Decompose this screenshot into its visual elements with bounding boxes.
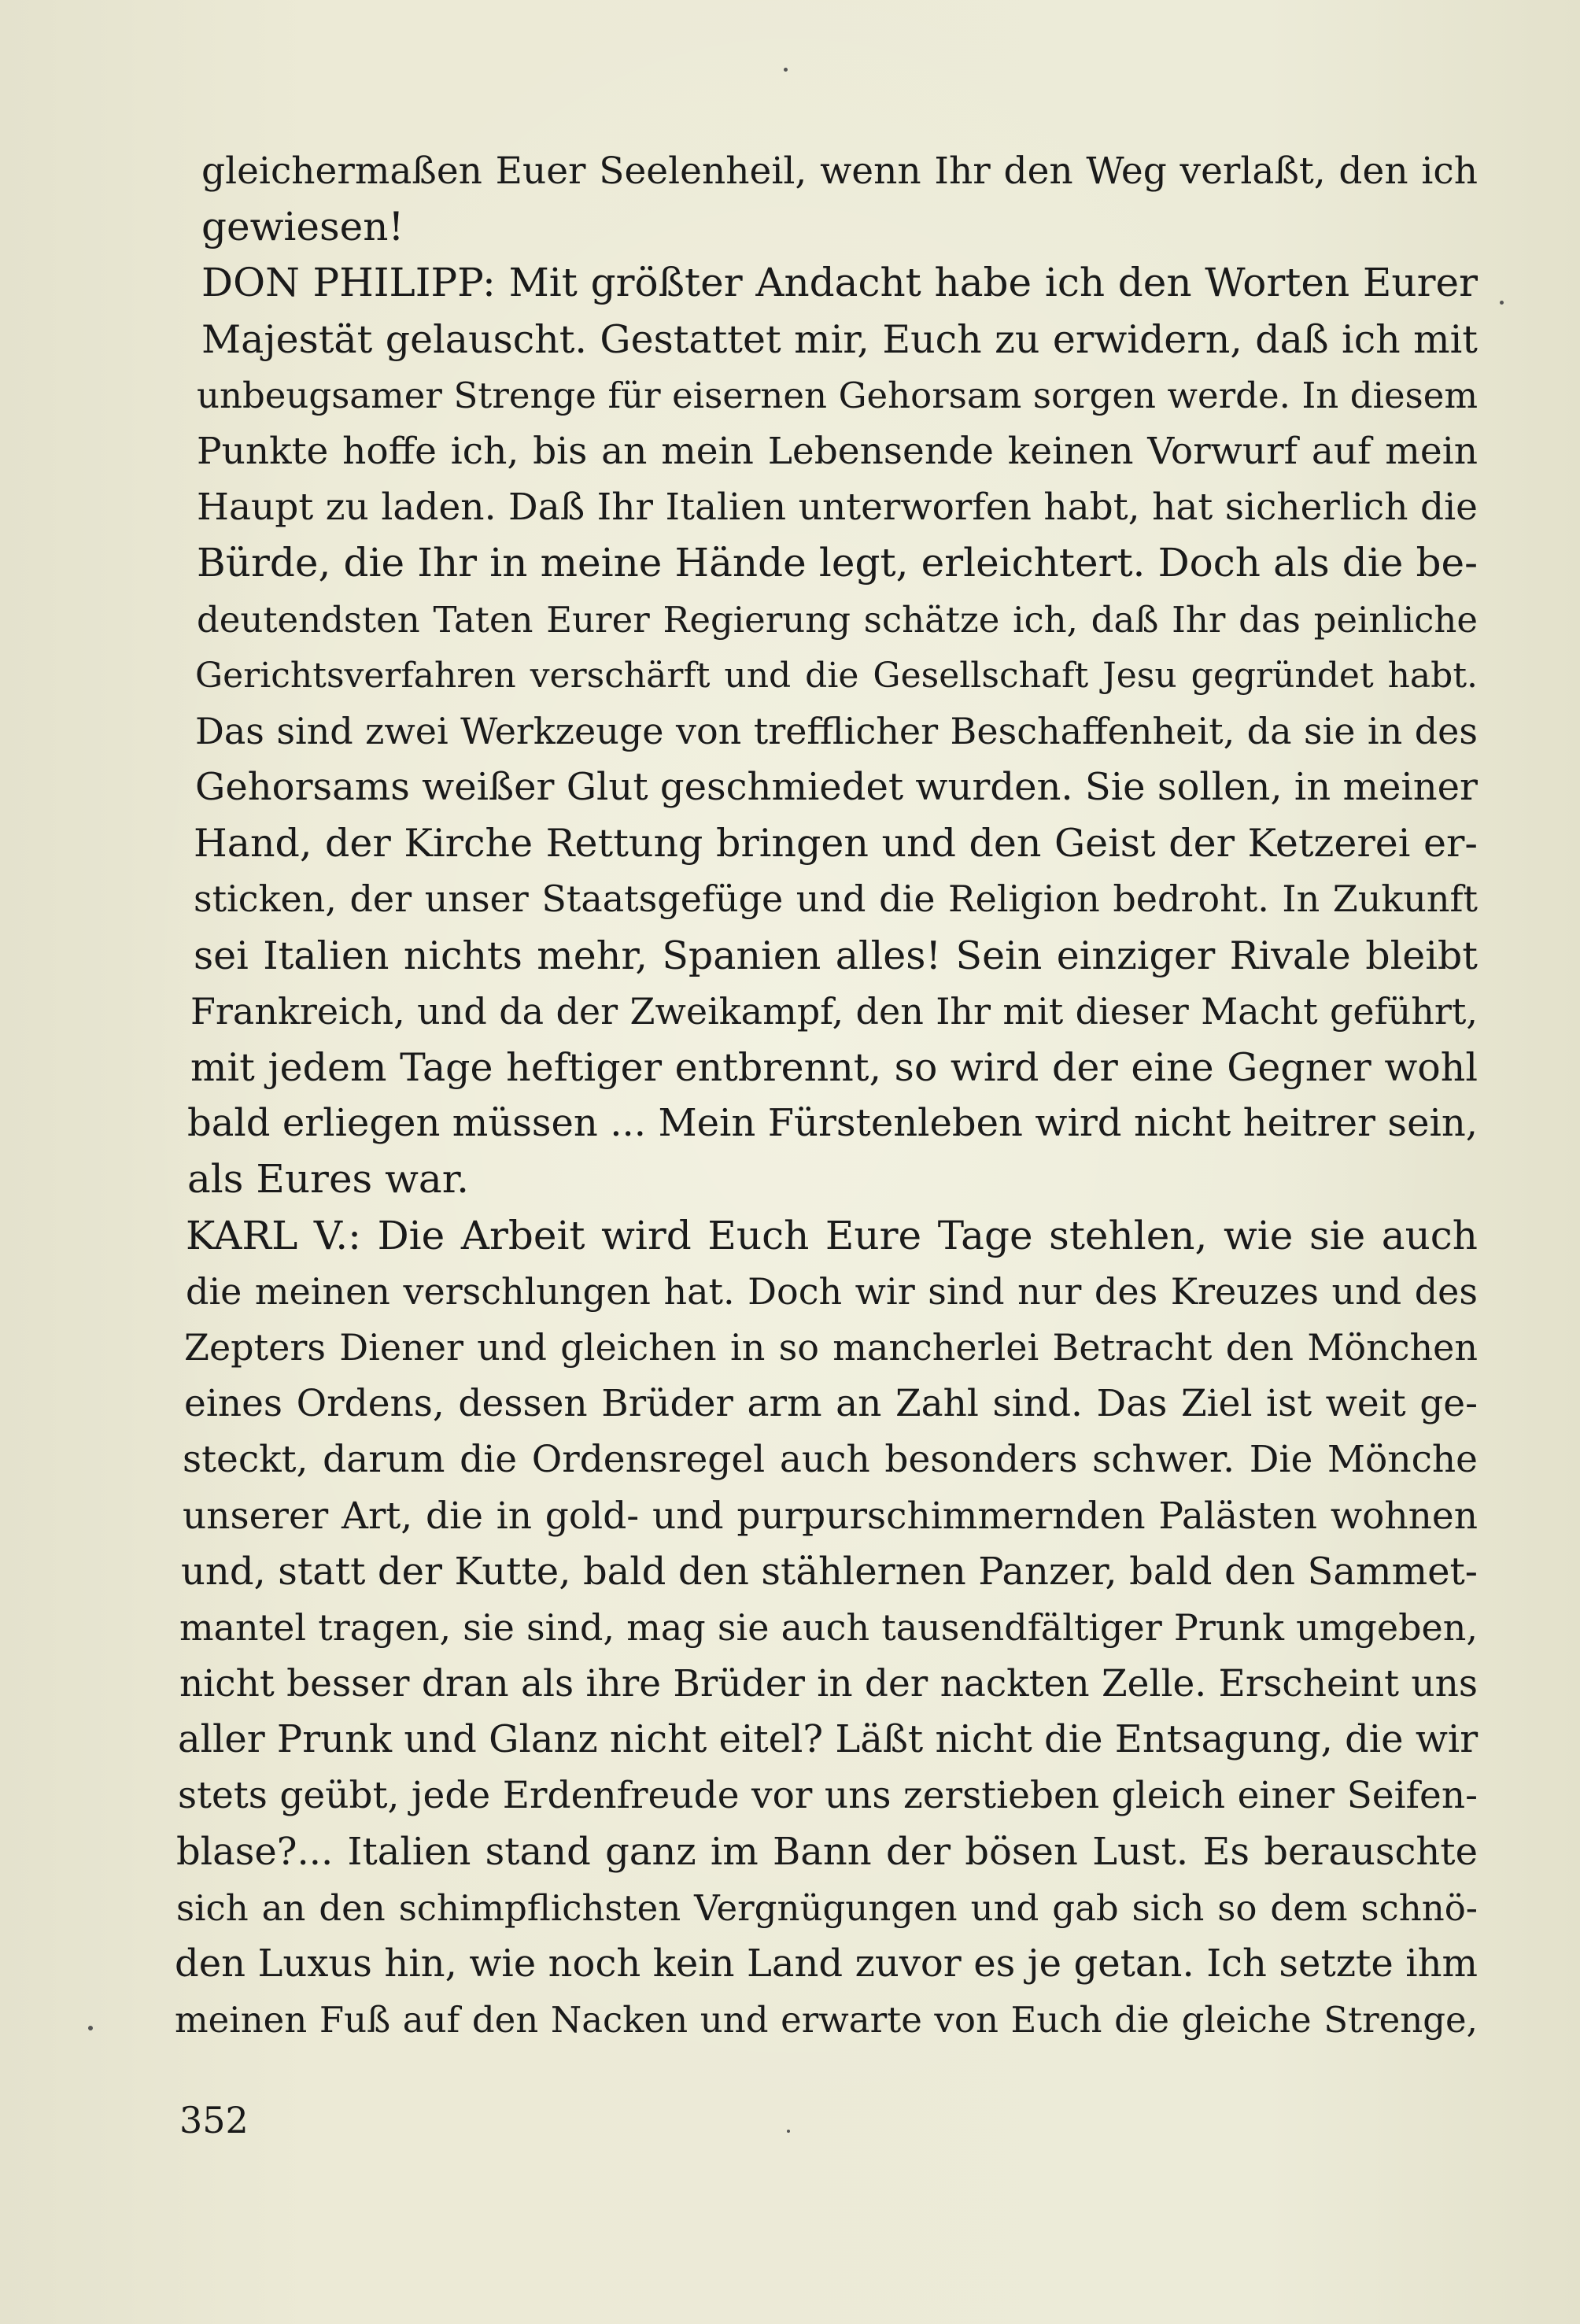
text-line: unbeugsamer Strenge für eisernen Gehorsam sorgen werde. In diesem <box>197 374 1478 416</box>
paper-speck <box>787 2130 790 2133</box>
text-line: eines Ordens, dessen Brüder arm an Zahl sind. Das Ziel ist weit ge- <box>184 1382 1478 1426</box>
text-line: Haupt zu laden. Daß Ihr Italien unterworfen habt, hat sicherlich die <box>197 486 1478 530</box>
text-line: Punkte hoffe ich, bis an mein Lebensende keinen Vorwurf auf mein <box>197 429 1478 473</box>
text-line: unserer Art, die in gold- und purpurschimmernden Palästen wohnen <box>183 1494 1478 1538</box>
text-line: DON PHILIPP: Mit größter Andacht habe ich den Worten Eurer <box>201 260 1478 306</box>
text-line: Majestät gelauscht. Gestattet mir, Euch zu erwidern, daß ich mit <box>201 316 1478 362</box>
text-line: mantel tragen, sie sind, mag sie auch tausendfältiger Prunk umgeben, <box>179 1605 1478 1649</box>
text-line: blase?... Italien stand ganz im Bann der bösen Lust. Es berauschte <box>176 1829 1478 1874</box>
text-line: nicht besser dran als ihre Brüder in der nackten Zelle. Erscheint uns <box>179 1662 1478 1706</box>
text-line: den Luxus hin, wie noch kein Land zuvor es je getan. Ich setzte ihm <box>175 1942 1478 1986</box>
text-line: deutendsten Taten Eurer Regierung schätze ich, daß Ihr das peinliche <box>197 598 1478 641</box>
text-line: steckt, darum die Ordensregel auch besonders schwer. Die Mönche <box>183 1438 1478 1482</box>
text-line: die meinen verschlungen hat. Doch wir sind nur des Kreuzes und des <box>186 1269 1478 1313</box>
text-line: und, statt der Kutte, bald den stählernen Panzer, bald den Sammet- <box>181 1549 1478 1594</box>
text-line: gleichermaßen Euer Seelenheil, wenn Ihr den Weg verlaßt, den ich <box>201 150 1478 193</box>
text-line: gewiesen! <box>201 204 404 250</box>
body-text <box>175 143 1478 2048</box>
text-line: Das sind zwei Werkzeuge von trefflicher Beschaffenheit, da sie in des <box>195 709 1478 752</box>
text-line: stets geübt, jede Erdenfreude vor uns zerstieben gleich einer Seifen- <box>178 1774 1478 1818</box>
text-line: Frankreich, und da der Zweikampf, den Ihr mit dieser Macht geführt, <box>190 989 1478 1033</box>
paper-speck <box>88 2026 93 2030</box>
text-line: als Eures war. <box>187 1156 470 1203</box>
text-line: Gehorsams weißer Glut geschmiedet wurden. Sie sollen, in meiner <box>195 765 1478 810</box>
text-line: meinen Fuß auf den Nacken und erwarte von Euch die gleiche Strenge, <box>175 1999 1478 2041</box>
text-line: sticken, der unser Staatsgefüge und die Religion bedroht. In Zukunft <box>194 878 1478 921</box>
text-line: sich an den schimpflichsten Vergnügungen und gab sich so dem schnö- <box>176 1886 1478 1929</box>
text-line: Hand, der Kirche Rettung bringen und den Geist der Ketzerei er- <box>194 821 1478 866</box>
text-line: bald erliegen müssen ... Mein Fürstenleben wird nicht heitrer sein, <box>187 1101 1478 1146</box>
text-line: Bürde, die Ihr in meine Hände legt, erleichtert. Doch als die be- <box>197 540 1478 586</box>
paper-speck <box>1500 301 1504 305</box>
text-line: mit jedem Tage heftiger entbrennt, so wird der eine Gegner wohl <box>190 1045 1478 1090</box>
text-line: aller Prunk und Glanz nicht eitel? Läßt nicht die Entsagung, die wir <box>178 1717 1478 1762</box>
text-line: sei Italien nichts mehr, Spanien alles! Sein einziger Rivale bleibt <box>194 933 1478 978</box>
page-number: 352 <box>179 2099 249 2141</box>
text-line: KARL V.: Die Arbeit wird Euch Eure Tage stehlen, wie sie auch <box>186 1212 1478 1258</box>
paper-speck <box>784 68 788 72</box>
text-line: Gerichtsverfahren verschärft und die Gesellschaft Jesu gegründet habt. <box>195 655 1478 696</box>
text-line: Zepters Diener und gleichen in so mancherlei Betracht den Mönchen <box>184 1325 1478 1369</box>
